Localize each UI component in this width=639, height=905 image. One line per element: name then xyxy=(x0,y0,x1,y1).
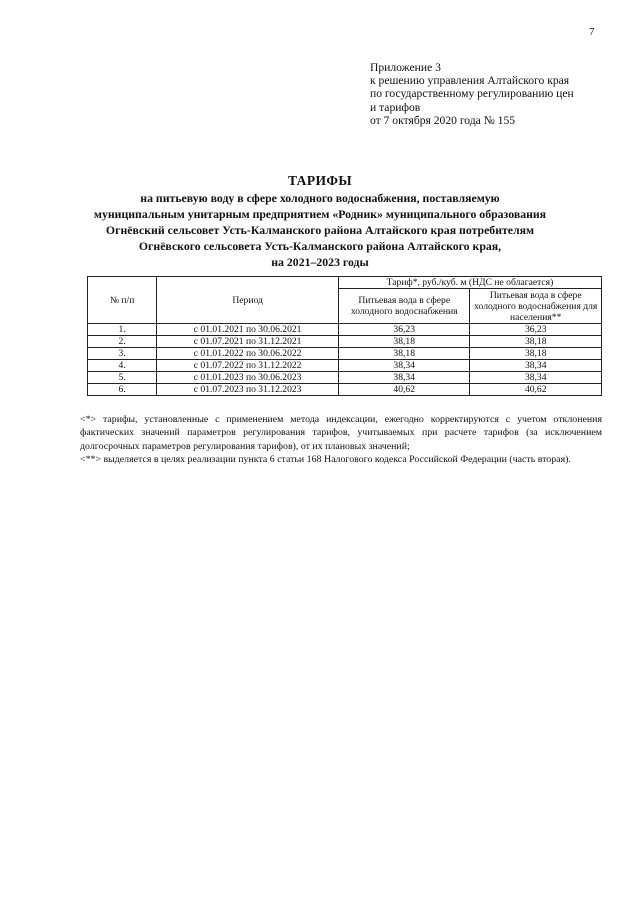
header-drinking-water: Питьевая вода в сфере холодного водоснабжения xyxy=(338,289,470,324)
footnote-indexation: <*> тарифы, установленные с применением метода индексации, ежегодно корректируются с учетом отклонения фактических значений параметров регулирования тарифов, учитываемых при расчете тарифов (за исключением долгосрочных параметров регулирования тарифов), от их плановых значений; xyxy=(80,414,602,452)
subtitle-line: муниципальным унитарным предприятием «Родник» муниципального образования xyxy=(93,207,547,221)
table-row xyxy=(88,360,602,372)
row-tariff: 38,34 xyxy=(338,372,470,384)
row-number: 5. xyxy=(88,372,157,384)
row-tariff: 36,23 xyxy=(338,324,470,336)
document-subtitle xyxy=(60,190,580,270)
page-number: 7 xyxy=(589,26,595,38)
table-row xyxy=(88,384,602,396)
appendix-line: и тарифов xyxy=(370,100,421,114)
row-tariff-population: 38,18 xyxy=(470,348,602,360)
subtitle-line: на питьевую воду в сфере холодного водоснабжения, поставляемую xyxy=(140,191,500,205)
subtitle-line: на 2021–2023 годы xyxy=(271,255,369,269)
table-row xyxy=(88,336,602,348)
row-number: 6. xyxy=(88,384,157,396)
subtitle-line: Огнёвского сельсовета Усть-Калманского района Алтайского края, xyxy=(138,239,502,253)
document-title: ТАРИФЫ xyxy=(287,173,353,188)
table-row xyxy=(88,348,602,360)
row-period: с 01.01.2023 по 30.06.2023 xyxy=(157,372,339,384)
row-tariff: 38,18 xyxy=(338,336,470,348)
row-period: с 01.07.2022 по 31.12.2022 xyxy=(157,360,339,372)
row-tariff: 38,34 xyxy=(338,360,470,372)
appendix-header xyxy=(370,61,620,127)
row-tariff-population: 38,18 xyxy=(470,336,602,348)
row-tariff-population: 38,34 xyxy=(470,360,602,372)
subtitle-line: Огнёвский сельсовет Усть-Калманского района Алтайского края потребителям xyxy=(105,223,535,237)
row-number: 1. xyxy=(88,324,157,336)
row-period: с 01.01.2022 по 30.06.2022 xyxy=(157,348,339,360)
row-period: с 01.07.2021 по 31.12.2021 xyxy=(157,336,339,348)
document-title-block xyxy=(60,172,580,270)
header-drinking-water-population: Питьевая вода в сфере холодного водоснабжения для населения** xyxy=(470,289,602,324)
footnotes xyxy=(80,413,602,466)
header-period: Период xyxy=(157,277,339,324)
row-number: 4. xyxy=(88,360,157,372)
row-number: 2. xyxy=(88,336,157,348)
appendix-line: от 7 октября 2020 года № 155 xyxy=(370,113,516,127)
appendix-line: по государственному регулированию цен xyxy=(370,87,574,101)
row-tariff-population: 40,62 xyxy=(470,384,602,396)
row-period: с 01.01.2021 по 30.06.2021 xyxy=(157,324,339,336)
table-row xyxy=(88,324,602,336)
row-tariff: 40,62 xyxy=(338,384,470,396)
row-tariff-population: 38,34 xyxy=(470,372,602,384)
row-period: с 01.07.2023 по 31.12.2023 xyxy=(157,384,339,396)
header-number: № п/п xyxy=(88,277,157,324)
appendix-line: Приложение 3 xyxy=(370,61,441,74)
row-tariff: 38,18 xyxy=(338,348,470,360)
row-tariff-population: 36,23 xyxy=(470,324,602,336)
table-row xyxy=(88,372,602,384)
tariff-table xyxy=(87,276,602,396)
header-tariff-group: Тариф*, руб./куб. м (НДС не облагается) xyxy=(338,277,601,289)
footnote-vat: <**> выделяется в целях реализации пункта 6 статьи 168 Налогового кодекса Российской Федерации (часть вторая). xyxy=(80,453,571,465)
row-number: 3. xyxy=(88,348,157,360)
appendix-line: к решению управления Алтайского края xyxy=(370,74,570,88)
